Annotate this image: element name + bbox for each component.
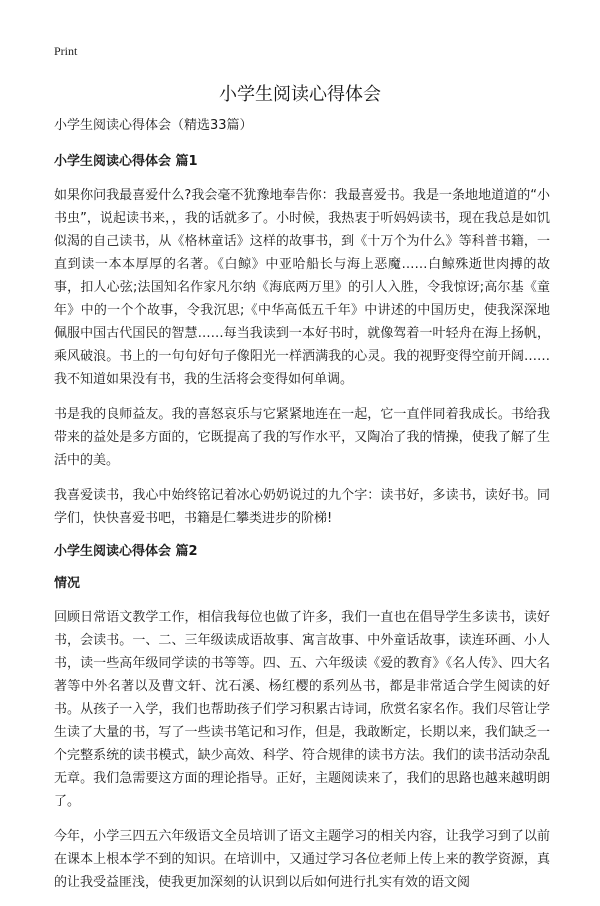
paragraph: 我喜爱读书，我心中始终铭记着冰心奶奶说过的九个字：读书好，多读书，读好书。同学们，快快喜爱书吧，书籍是仁攀类进步的阶梯! — [54, 488, 550, 526]
section-subheading: 情况 — [54, 576, 81, 591]
print-link[interactable]: Print — [54, 44, 78, 58]
section-heading-1: 小学生阅读心得体会 篇1 — [54, 154, 198, 169]
paragraph: 今年，小学三四五六年级语文全员培训了语文主题学习的相关内容，让我学习到了以前在课本上根本学不到的知识。在培训中，又通过学习各位老师上传上来的教学资源，真的让我受益匪浅，使我更加深刻的认识到以后如何进行扎实有效的语文阅 — [54, 829, 550, 890]
section-heading-2: 小学生阅读心得体会 篇2 — [54, 544, 198, 559]
document-subtitle: 小学生阅读心得体会（精选33篇） — [54, 118, 253, 133]
page-title: 小学生阅读心得体会 — [219, 84, 381, 105]
paragraph: 如果你问我最喜爱什么?我会毫不犹豫地奉告你：我最喜爱书。我是一条地地道道的“小书虫”，说起读书来，，我的话就多了。小时候，我热衷于听妈妈读书，现在我总是如饥似渴的自己读书，从《格林童话》这样的故事书，到《十万个为什么》等科普书籍，一直到读一本本厚厚的名著。《白鲸》中亚哈船长与海上恶魔……白鲸殊逝世肉搏的故事，扣人心弦;法国知名作家凡尔纳《海底两万里》的引人入胜，令我惊讶;高尔基《童年》中的一个个故事，令我沉思;《中华高低五千年》中讲述的中国历史，使我深深地佩服中国古代国民的智慧……每当我读到一本好书时，就像驾着一叶轻舟在海上扬帆，乘风破浪。书上的一句句好句子像阳光一样洒满我的心灵。我的视野变得空前开阔……我不知道如果没有书，我的生活将会变得如何单调。 — [54, 188, 550, 387]
paragraph: 书是我的良师益友。我的喜怒哀乐与它紧紧地连在一起，它一直伴同着我成长。书给我带来的益处是多方面的，它既提高了我的写作水平，又陶冶了我的情操，使我了解了生活中的美。 — [54, 407, 550, 468]
document-body — [54, 116, 550, 906]
paragraph: 回顾日常语文教学工作，相信我每位也做了许多，我们一直也在倡导学生多读书，读好书，会读书。一、二、三年级读成语故事、寓言故事、中外童话故事，读连环画、小人书，读一些高年级同学读的书等等。四、五、六年级读《爱的教育》《名人传》、四大名著等中外名著以及曹文轩、沈石溪、杨红樱的系列丛书，都是非常适合学生阅读的好书。从孩子一入学，我们也帮助孩子们学习积累古诗词，欣赏名家名作。我们尽管让学生读了大量的书，写了一些读书笔记和习作，但是，我敢断定，长期以来，我们缺乏一个完整系统的读书模式，缺少高效、科学、符合规律的读书方法。我们的读书活动杂乱无章。我们急需要这方面的理论指导。正好，主题阅读来了，我们的思路也越来越明朗了。 — [54, 610, 550, 809]
